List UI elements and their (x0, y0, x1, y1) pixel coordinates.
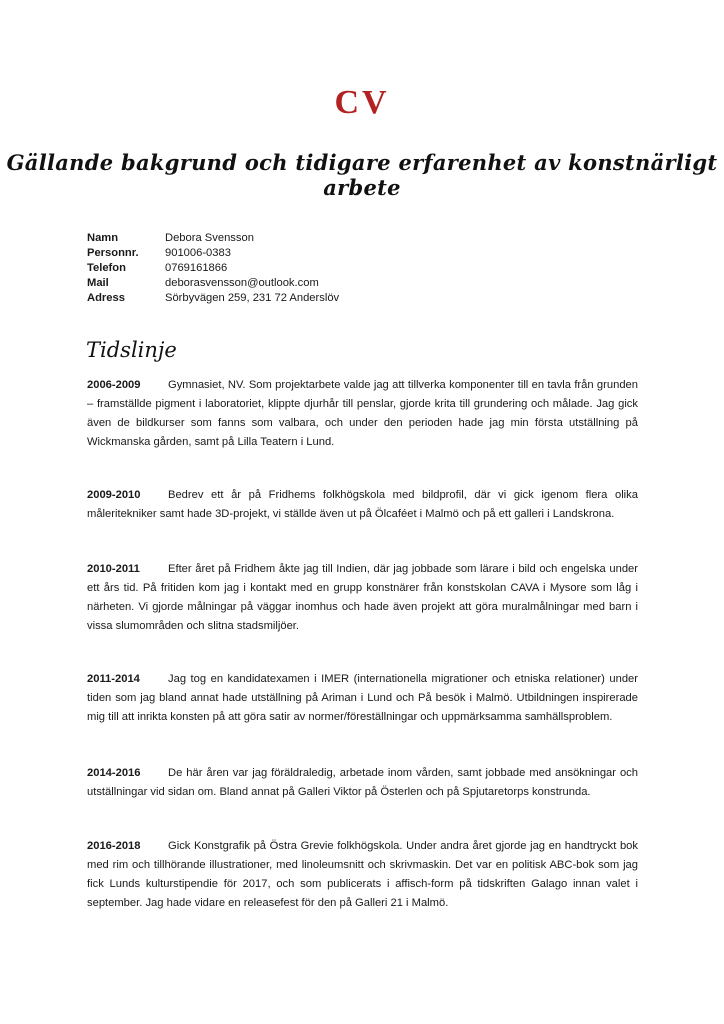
info-row-phone (87, 261, 339, 276)
entry-period: 2010-2011 (87, 563, 140, 575)
info-label: Adress (87, 292, 125, 304)
entry-period: 2009-2010 (87, 489, 141, 501)
info-value: 901006-0383 (165, 247, 231, 259)
cv-subtitle: Gällande bakgrund och tidigare erfarenhet av konstnärligt arbete (6, 150, 718, 200)
info-label: Personnr. (87, 247, 139, 259)
entry-text: Bedrev ett år på Fridhems folkhögskola med bildprofil, där vi gick igenom flera olika måleritekniker samt hade 3D-projekt, vi ställde även ut på Ölcaféet i Malmö och på ett galleri i Landskrona. (87, 489, 638, 520)
entry-period: 2016-2018 (87, 840, 141, 852)
entry-period: 2014-2016 (87, 767, 141, 779)
entry-text: Gymnasiet, NV. Som projektarbete valde jag att tillverka komponenter till en tavla från grunden – framställde pigment i laboratoriet, klippte djurhår till penslar, gjorde krita till grundering och målade. Jag gick även de bildkurser som fanns som valbara, och under den perioden hade jag min första utställning på Wickmanska gården, samt på Lilla Teatern i Lund. (87, 379, 638, 448)
info-value: deborasvensson@outlook.com (165, 277, 319, 289)
timeline-entry (87, 670, 638, 727)
cv-title: CV (334, 84, 390, 121)
timeline-heading: Tidslinje (86, 338, 177, 362)
info-value: Debora Svensson (165, 232, 254, 244)
info-label: Telefon (87, 262, 126, 274)
timeline-entry (87, 560, 638, 636)
entry-text: De här åren var jag föräldraledig, arbetade inom vården, samt jobbade med ansökningar och utställningar vid sidan om. Bland annat på Galleri Viktor på Österlen och på Spjutaretorps konstrunda. (87, 767, 638, 798)
entry-text: Gick Konstgrafik på Östra Grevie folkhögskola. Under andra året gjorde jag en handtryckt bok med rim och tillhörande illustrationer, med linoleumsnitt och skrivmaskin. Det var en politisk ABC-bok som jag fick Lunds kulturstipendie för 2017, och som publicerats i affisch-form på tidskriften Galago innan valet i september. Jag hade vidare en releasefest för den på Galleri 21 i Malmö. (87, 840, 638, 909)
timeline-entry (87, 837, 638, 913)
personal-info (87, 231, 339, 306)
entry-period: 2006-2009 (87, 379, 141, 391)
info-label: Mail (87, 277, 109, 289)
info-row-personnr (87, 246, 339, 261)
info-row-mail (87, 276, 339, 291)
entry-text: Efter året på Fridhem åkte jag till Indien, där jag jobbade som lärare i bild och engelska under ett års tid. På fritiden kom jag i kontakt med en grupp konstnärer från konstskolan CAVA i Mysore som låg i närheten. Vi gjorde målningar på väggar inomhus och hade även projekt att göra muralmålningar med barn i vissa slumområden och slitna stadsmiljöer. (87, 563, 638, 632)
timeline-entry (87, 376, 638, 452)
info-row-address (87, 291, 339, 306)
timeline-entry (87, 764, 638, 802)
entry-text: Jag tog en kandidatexamen i IMER (internationella migrationer och etniska relationer) under tiden som jag bland annat hade utställning på Ariman i Lund och På besök i Malmö. Utbildningen inspirerade mig till att inrikta konsten på att göra satir av normer/föreställningar och uppmärksamma samhällsproblem. (87, 673, 638, 723)
timeline-entry (87, 486, 638, 524)
info-value: 0769161866 (165, 262, 228, 274)
entry-period: 2011-2014 (87, 673, 140, 685)
info-label: Namn (87, 232, 119, 244)
info-value: Sörbyvägen 259, 231 72 Anderslöv (165, 292, 340, 304)
info-row-name (87, 231, 339, 246)
